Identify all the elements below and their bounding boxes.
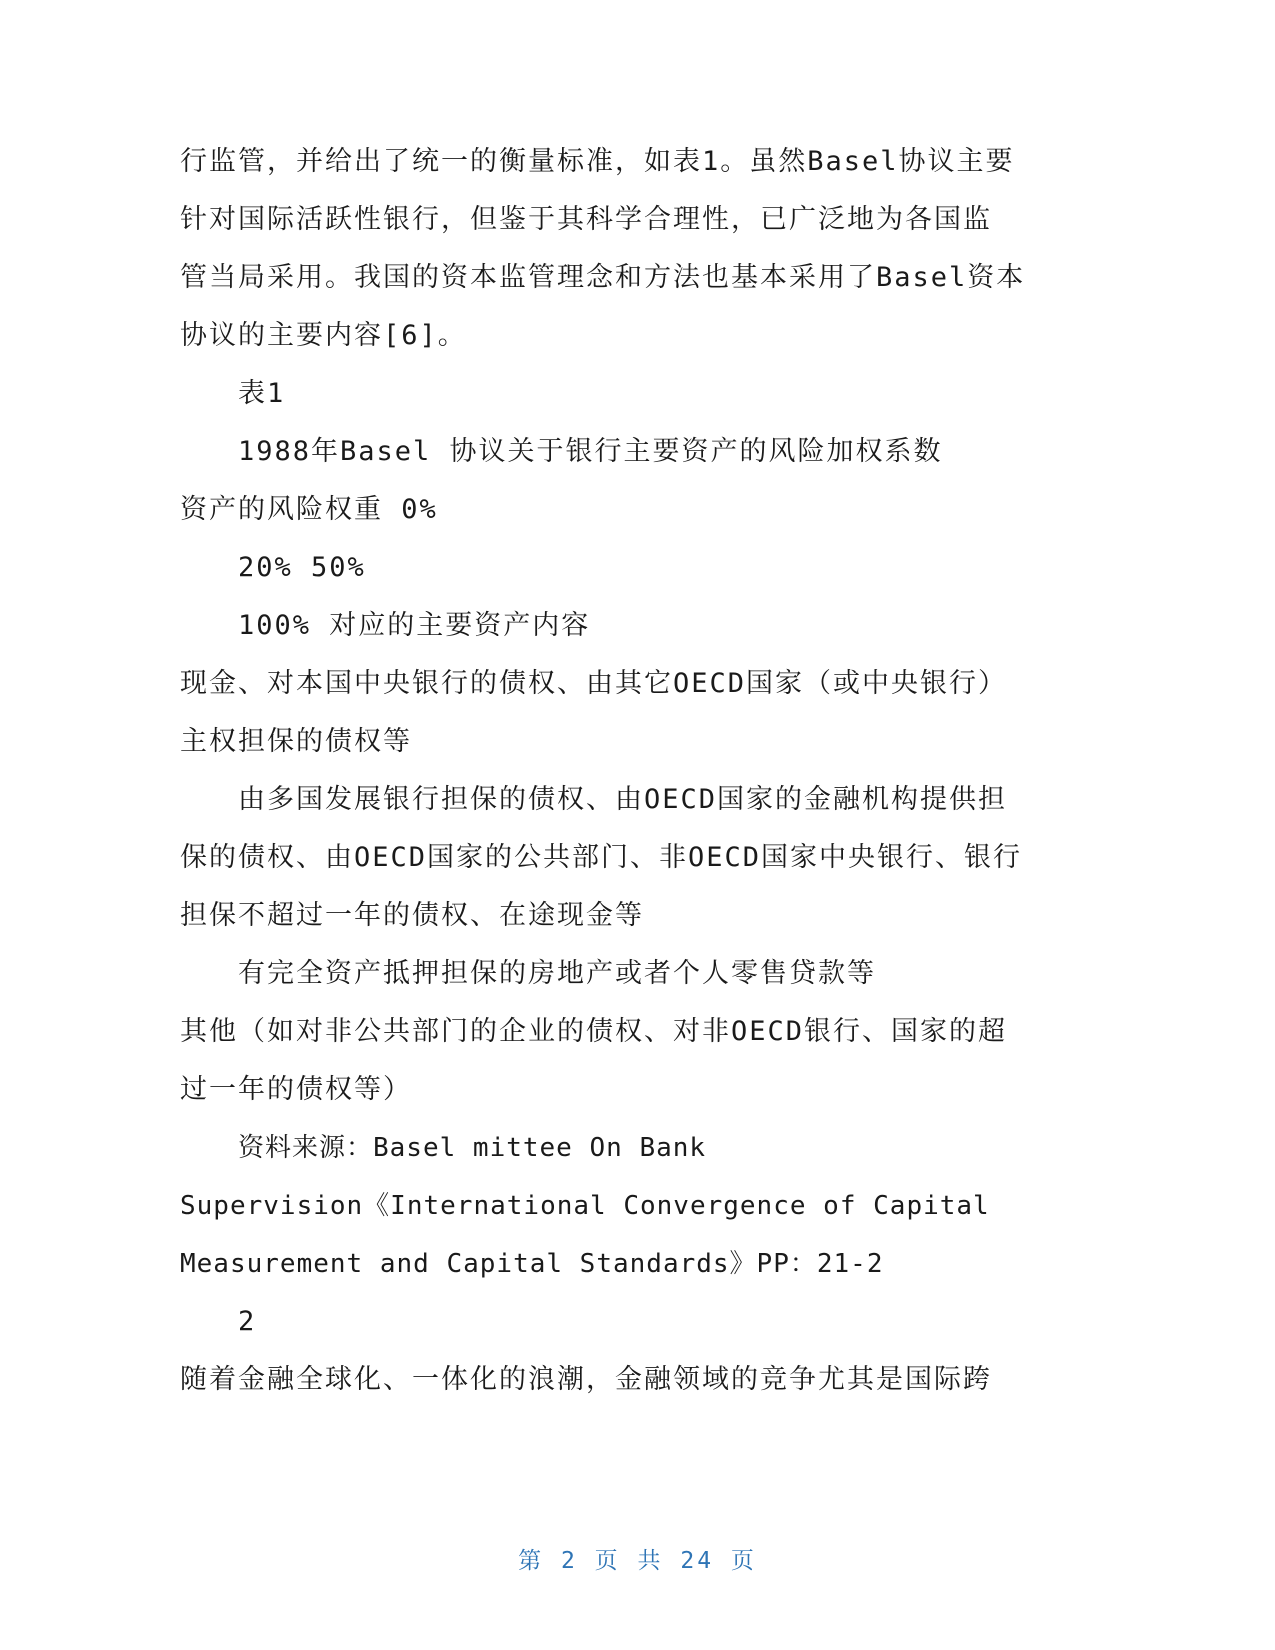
table-cell-line: 主权担保的债权等 — [180, 726, 412, 757]
table-header-line: 资产的风险权重 0% — [180, 494, 438, 525]
table-cell-line: 担保不超过一年的债权、在途现金等 — [180, 900, 644, 931]
table-cell-line: 其他（如对非公共部门的企业的债权、对非OECD银行、国家的超 — [180, 1016, 1008, 1047]
body-text-line: 随着金融全球化、一体化的浪潮，金融领域的竞争尤其是国际跨 — [180, 1364, 992, 1395]
table-cell-line: 现金、对本国中央银行的债权、由其它OECD国家（或中央银行） — [180, 668, 1008, 699]
body-text-line: 协议的主要内容[6]。 — [180, 320, 467, 351]
table-title: 1988年Basel 协议关于银行主要资产的风险加权系数 — [238, 436, 943, 467]
body-text-line: 行监管，并给出了统一的衡量标准，如表1。虽然Basel协议主要 — [180, 146, 1015, 177]
source-note-line: Supervision《International Convergence of Capital — [180, 1191, 990, 1221]
source-note-line: 2 — [238, 1306, 257, 1337]
table-cell-line: 由多国发展银行担保的债权、由OECD国家的金融机构提供担 — [238, 784, 1008, 815]
table-label: 表1 — [238, 378, 286, 409]
body-text-line: 针对国际活跃性银行，但鉴于其科学合理性，已广泛地为各国监 — [180, 204, 992, 235]
page-number-footer: 第 2 页 共 24 页 — [518, 1548, 757, 1574]
table-cell-line: 保的债权、由OECD国家的公共部门、非OECD国家中央银行、银行 — [180, 842, 1023, 873]
table-header-line: 100% 对应的主要资产内容 — [238, 610, 591, 641]
table-cell-line: 过一年的债权等） — [180, 1074, 412, 1105]
table-header-line: 20% 50% — [238, 552, 366, 583]
table-cell-line: 有完全资产抵押担保的房地产或者个人零售贷款等 — [238, 958, 876, 989]
body-text-line: 管当局采用。我国的资本监管理念和方法也基本采用了Basel资本 — [180, 262, 1026, 293]
source-note-line: Measurement and Capital Standards》PP：21-2 — [180, 1249, 884, 1279]
source-note-line: 资料来源：Basel mittee On Bank — [238, 1133, 707, 1163]
